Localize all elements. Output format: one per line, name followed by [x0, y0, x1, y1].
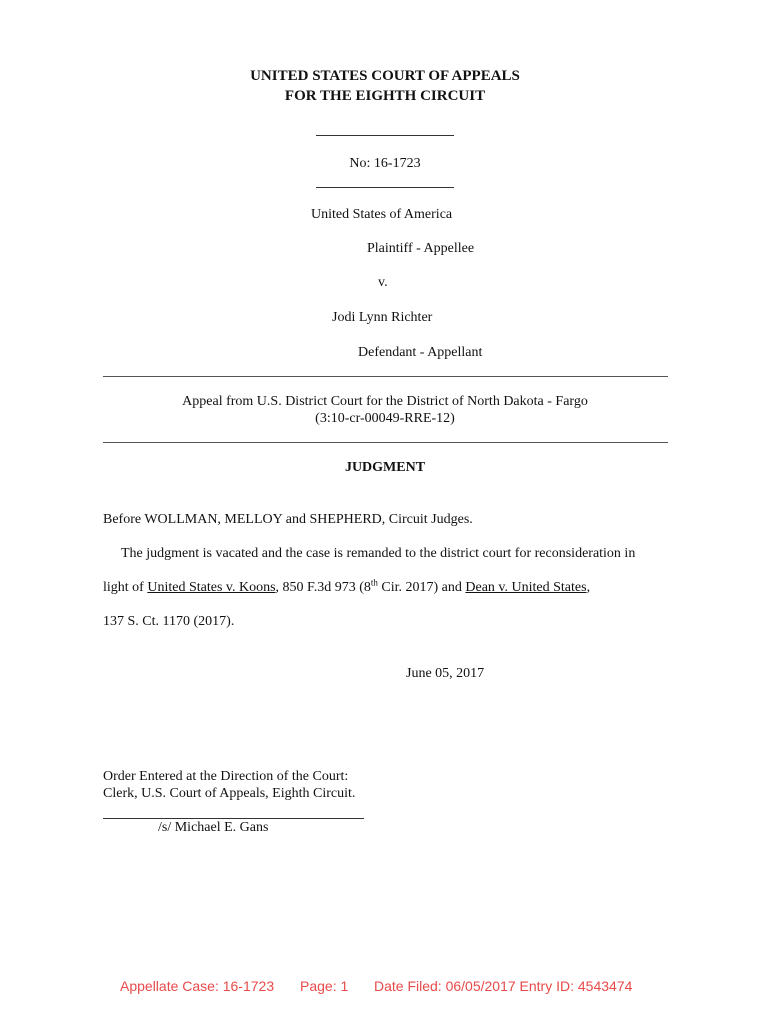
appeal-line-2: (3:10-cr-00049-RRE-12) — [315, 411, 455, 426]
order-line-1: Order Entered at the Direction of the Court: — [103, 769, 349, 784]
body-line-2-suffix: , — [586, 580, 591, 595]
court-title-line-2: FOR THE EIGHTH CIRCUIT — [284, 88, 486, 104]
judgment-date: June 05, 2017 — [406, 666, 485, 681]
defendant-name: Jodi Lynn Richter — [332, 310, 433, 325]
body-line-3: 137 S. Ct. 1170 (2017). — [103, 614, 235, 629]
ordinal-superscript: th — [370, 577, 378, 588]
defendant-role: Defendant - Appellant — [358, 345, 483, 360]
appeal-line-1: Appeal from U.S. District Court for the District of North Dakota - Fargo — [182, 394, 588, 409]
judgment-heading: JUDGMENT — [344, 460, 426, 475]
case-number: No: 16-1723 — [349, 156, 421, 171]
case-citation-dean: Dean v. United States — [465, 580, 587, 595]
body-line-2-mid2: Cir. 2017) and — [377, 580, 466, 595]
footer-case-number: Appellate Case: 16-1723 — [120, 978, 275, 994]
body-line-1: The judgment is vacated and the case is remanded to the district court for reconsideration in — [121, 546, 636, 561]
footer-page-number: Page: 1 — [300, 978, 349, 994]
case-number-top-rule — [316, 135, 454, 136]
order-line-2: Clerk, U.S. Court of Appeals, Eighth Circuit. — [103, 786, 356, 801]
plaintiff-name: United States of America — [311, 207, 453, 222]
court-title — [0, 66, 770, 106]
body-line-2 — [103, 579, 590, 597]
versus: v. — [378, 275, 388, 290]
plaintiff-role: Plaintiff - Appellee — [367, 241, 475, 256]
body-line-2-mid: , 850 F.3d 973 (8 — [275, 580, 371, 595]
footer-filed-info: Date Filed: 06/05/2017 Entry ID: 4543474 — [374, 978, 633, 994]
court-title-line-1: UNITED STATES COURT OF APPEALS — [250, 68, 520, 84]
case-citation-koons: United States v. Koons — [147, 580, 276, 595]
appeal-top-rule — [103, 376, 668, 377]
panel-judges: Before WOLLMAN, MELLOY and SHEPHERD, Circuit Judges. — [103, 512, 473, 527]
case-number-bottom-rule — [316, 187, 454, 188]
body-line-2-prefix: light of — [103, 580, 148, 595]
appeal-bottom-rule — [103, 442, 668, 443]
clerk-signature: /s/ Michael E. Gans — [158, 820, 269, 835]
